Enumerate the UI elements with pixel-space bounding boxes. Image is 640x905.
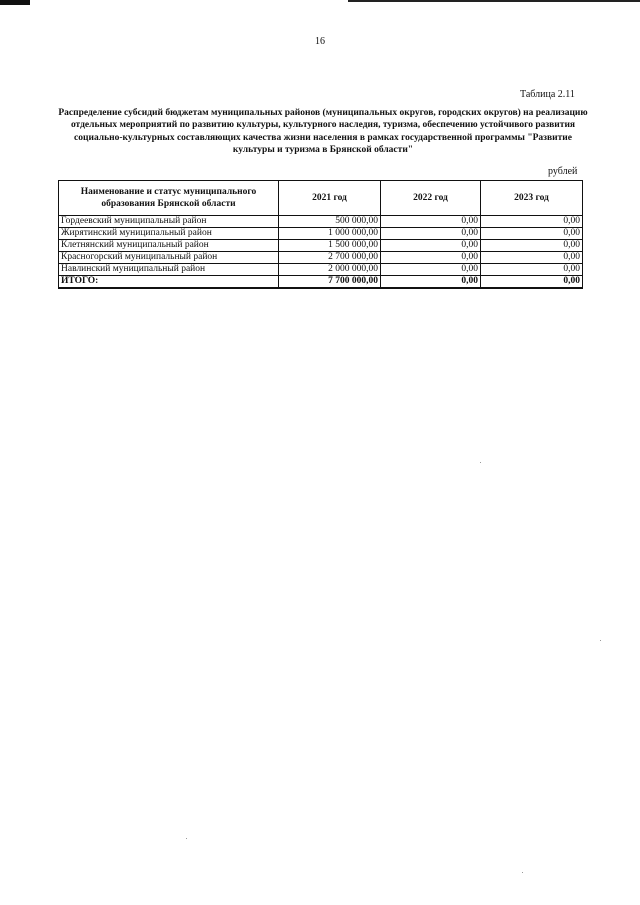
scan-speck [522,872,523,873]
page-number: 16 [315,36,325,47]
subsidy-table [58,180,583,289]
cell-total-2022: 0,00 [381,276,481,289]
table-total-row [59,276,583,289]
header-municipality: Наименование и статус муниципального образования Брянской области [59,181,279,216]
cell-2023: 0,00 [481,264,583,276]
cell-total-2021: 7 700 000,00 [279,276,381,289]
cell-2022: 0,00 [381,240,481,252]
table-row [59,216,583,228]
cell-2022: 0,00 [381,228,481,240]
cell-municipality: Клетнянский муниципальный район [59,240,279,252]
table-label: Таблица 2.11 [520,89,575,100]
cell-2022: 0,00 [381,252,481,264]
table-title: Распределение субсидий бюджетам муниципальных районов (муниципальных округов, городских округов) на реализацию отдельных мероприятий по развитию культуры, культурного наследия, туризма, обеспечению устойчивого развития социально-культурных составляющих качества жизни населения в рамках государственной программы "Развитие культуры и туризма в Брянской области" [58,108,588,156]
cell-2021: 2 700 000,00 [279,252,381,264]
cell-2022: 0,00 [381,216,481,228]
header-2021: 2021 год [279,181,381,216]
header-2023: 2023 год [481,181,583,216]
header-2022: 2022 год [381,181,481,216]
table-row [59,228,583,240]
scan-speck [480,462,481,463]
table-row [59,252,583,264]
cell-2023: 0,00 [481,216,583,228]
units-label: рублей [548,166,578,177]
scan-speck [600,640,601,641]
table-header-row [59,181,583,216]
scan-edge-mark-right [348,0,640,2]
table-row [59,264,583,276]
cell-total-label: ИТОГО: [59,276,279,289]
cell-2023: 0,00 [481,228,583,240]
cell-2022: 0,00 [381,264,481,276]
scan-speck [186,838,187,839]
cell-municipality: Гордеевский муниципальный район [59,216,279,228]
cell-municipality: Навлинский муниципальный район [59,264,279,276]
table-row [59,240,583,252]
cell-total-2023: 0,00 [481,276,583,289]
cell-2021: 500 000,00 [279,216,381,228]
cell-municipality: Красногорский муниципальный район [59,252,279,264]
cell-2021: 2 000 000,00 [279,264,381,276]
cell-municipality: Жирятинский муниципальный район [59,228,279,240]
cell-2023: 0,00 [481,252,583,264]
cell-2021: 1 000 000,00 [279,228,381,240]
cell-2021: 1 500 000,00 [279,240,381,252]
scan-edge-mark-left [0,0,30,5]
cell-2023: 0,00 [481,240,583,252]
